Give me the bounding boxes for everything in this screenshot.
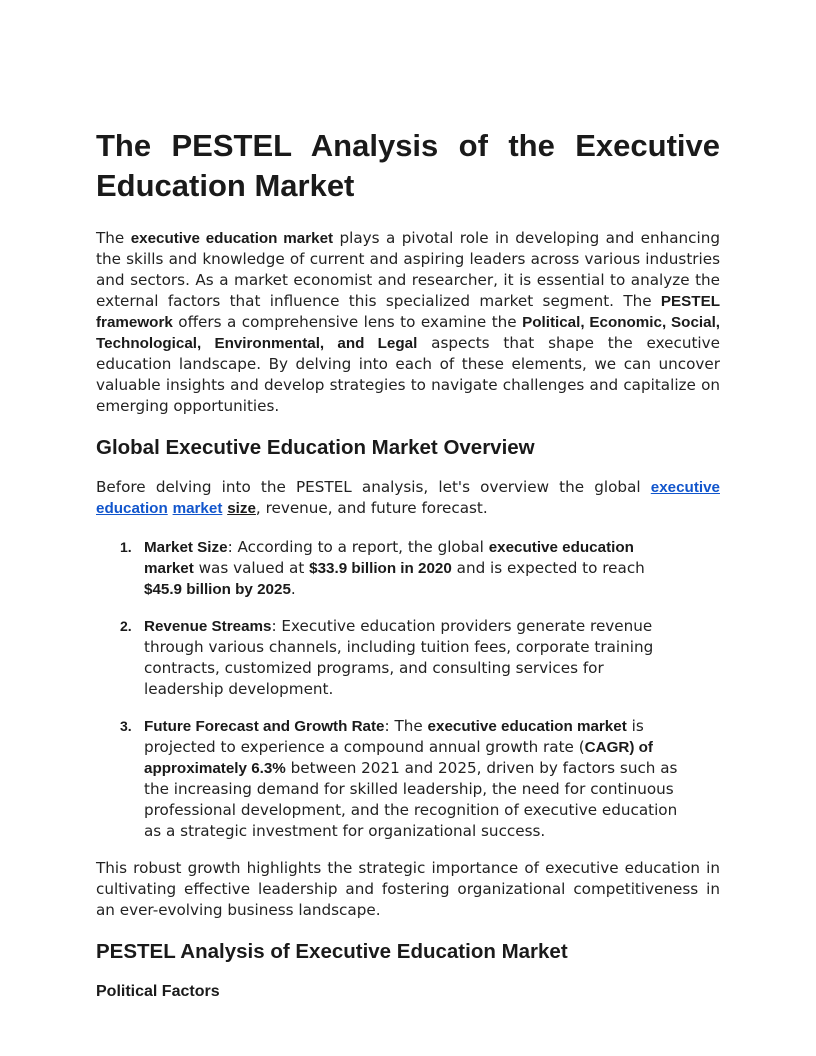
list-item-label: Market Size [144,539,228,556]
intro-text: aspects that shape the executive education landscape. By delving into each of these elements, we can uncover valuable insights and develop strategies to navigate challenges and capitalize on emerging opportunities. [96,334,720,415]
list-item-text: : Executive education providers generate revenue through various channels, including tuition fees, corporate training contracts, customized programs, and consulting services for leadership development. [144,617,654,698]
overview-paragraph [96,477,720,519]
list-item-text: between 2021 and 2025, driven by factors such as the increasing demand for skilled leadership, the need for continuous professional development, and the recognition of executive education as a strategic investment for organizational success. [144,759,678,840]
political-factors-heading: Political Factors [96,983,220,1000]
list-item-text: was valued at [193,559,310,577]
document-page [96,126,720,1003]
list-item-bold: executive education market [144,539,634,577]
intro-bold-framework: PESTEL framework [96,293,720,331]
list-item-label: Future Forecast and Growth Rate [144,718,385,735]
list-item-number: 3. [120,718,132,734]
intro-bold-market: executive education market [130,230,334,247]
list-item-number: 1. [120,539,132,555]
page-title-line2: Education Market [96,168,355,203]
intro-paragraph [96,228,720,417]
executive-education-link[interactable]: executive education [96,479,720,517]
page-title [96,126,720,206]
list-item [96,537,684,600]
list-item-text: : According to a report, the global [227,538,489,556]
list-item-bold: executive education market [427,718,627,735]
overview-text: Before delving into the PESTEL analysis, let's overview the global [96,478,651,496]
list-item-bold: $33.9 billion in 2020 [309,560,452,577]
list-item-text: . [290,580,296,598]
list-item-number: 2. [120,618,132,634]
list-item-text: is projected to experience a compound annual growth rate ( [144,717,644,756]
closing-paragraph: This robust growth highlights the strategic importance of executive education in cultivating effective leadership and fostering organizational competitiveness in an ever-evolving business landscape. [96,859,720,919]
overview-list [96,537,720,842]
list-item-bold: $45.9 billion by 2025 [144,581,291,598]
list-item-text: and is expected to reach [451,559,645,577]
intro-text: offers a comprehensive lens to examine the [172,313,523,331]
overview-text: , revenue, and future forecast. [255,499,488,517]
pestel-heading: PESTEL Analysis of Executive Education Market [96,940,568,963]
list-item-bold: CAGR) of approximately 6.3% [144,739,653,777]
list-item-text: : The [384,717,428,735]
market-link[interactable]: market [172,500,223,517]
size-link[interactable]: size [227,500,256,517]
list-item [96,616,684,700]
intro-bold-pestel-factors: Political, Economic, Social, Technological, Environmental, and Legal [96,314,721,352]
list-item-label: Revenue Streams [144,618,272,635]
intro-text: plays a pivotal role in developing and enhancing the skills and knowledge of current and aspiring leaders across various industries and sectors. As a market economist and researcher, it is essential to analyze the external factors that influence this specialized market segment. The [96,229,720,310]
list-item [96,716,684,842]
overview-heading: Global Executive Education Market Overview [96,436,535,459]
page-title-line1: The PESTEL Analysis of the Executive [96,128,720,163]
intro-text: The [96,229,131,247]
